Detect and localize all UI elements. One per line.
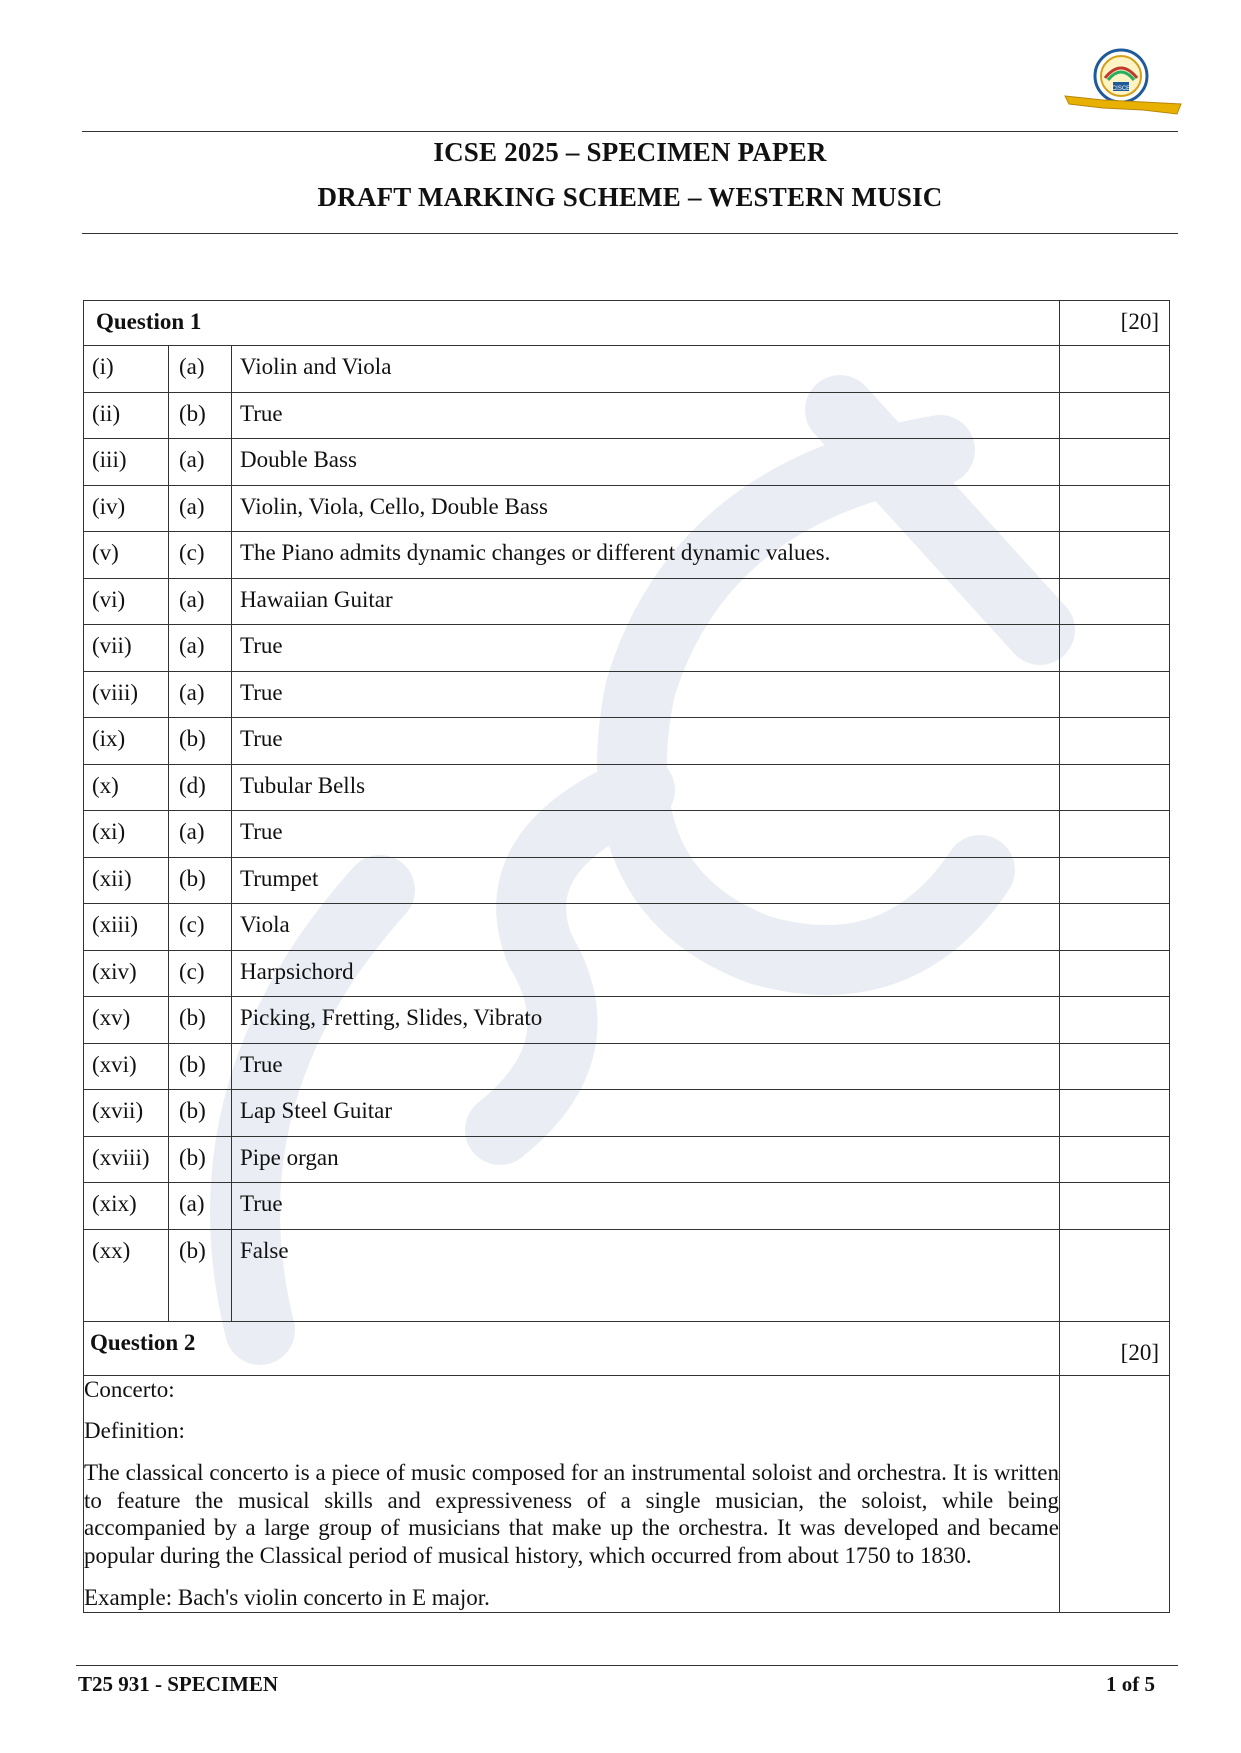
answer-text: True	[232, 718, 1060, 765]
answer-row	[84, 485, 1170, 532]
answer-text: True	[232, 625, 1060, 672]
marking-scheme-table	[83, 300, 1170, 1613]
paper-subtitle: DRAFT MARKING SCHEME – WESTERN MUSIC	[317, 182, 943, 212]
answer-text: Hawaiian Guitar	[232, 578, 1060, 625]
question2-title: Question 2	[84, 1321, 1060, 1375]
answer-number: (x)	[84, 764, 169, 811]
answer-text: Violin, Viola, Cello, Double Bass	[232, 485, 1060, 532]
answer-number: (xix)	[84, 1183, 169, 1230]
question2-definition-label: Definition:	[84, 1418, 185, 1444]
answer-row	[84, 950, 1170, 997]
answer-row	[84, 764, 1170, 811]
answer-row	[84, 718, 1170, 765]
answer-number: (i)	[84, 346, 169, 393]
answer-number: (xiii)	[84, 904, 169, 951]
answer-marks-cell	[1060, 997, 1170, 1044]
header-rule-bottom	[82, 233, 1178, 234]
answer-option: (b)	[169, 1136, 232, 1183]
question2-topic: Concerto:	[84, 1376, 175, 1402]
answer-marks-cell	[1060, 392, 1170, 439]
answer-marks-cell	[1060, 1043, 1170, 1090]
header-rule-top	[82, 131, 1178, 132]
answer-marks-cell	[1060, 857, 1170, 904]
answer-row	[84, 997, 1170, 1044]
answer-text: Lap Steel Guitar	[232, 1090, 1060, 1137]
answer-option: (a)	[169, 439, 232, 486]
answer-marks-cell	[1060, 439, 1170, 486]
question2-answer-row	[84, 1375, 1170, 1612]
answer-number: (xvi)	[84, 1043, 169, 1090]
answer-row	[84, 346, 1170, 393]
answer-row	[84, 578, 1170, 625]
question2-example: Example: Bach's violin concerto in E major.	[84, 1585, 490, 1610]
question2-marks: [20]	[1060, 1321, 1170, 1375]
cisce-logo	[1063, 44, 1183, 124]
answer-text: True	[232, 1183, 1060, 1230]
question2-header-row	[84, 1321, 1170, 1375]
answer-text: Picking, Fretting, Slides, Vibrato	[232, 997, 1060, 1044]
logo-text: CISCE	[1111, 86, 1131, 92]
answer-number: (xx)	[84, 1229, 169, 1321]
question1-title: Question 1	[84, 301, 1060, 346]
answer-text: Double Bass	[232, 439, 1060, 486]
answer-row	[84, 532, 1170, 579]
footer-rule	[76, 1665, 1178, 1666]
answer-text: Tubular Bells	[232, 764, 1060, 811]
answer-option: (a)	[169, 1183, 232, 1230]
answer-text: True	[232, 1043, 1060, 1090]
answer-number: (xv)	[84, 997, 169, 1044]
answer-option: (a)	[169, 346, 232, 393]
answer-marks-cell	[1060, 1183, 1170, 1230]
answer-option: (a)	[169, 578, 232, 625]
answer-row	[84, 1043, 1170, 1090]
answer-option: (b)	[169, 1229, 232, 1321]
answer-option: (b)	[169, 997, 232, 1044]
answer-number: (v)	[84, 532, 169, 579]
answer-marks-cell	[1060, 950, 1170, 997]
answer-number: (xviii)	[84, 1136, 169, 1183]
answer-marks-cell	[1060, 1136, 1170, 1183]
answer-option: (b)	[169, 1090, 232, 1137]
question1-header-row	[84, 301, 1170, 346]
answer-row	[84, 857, 1170, 904]
answer-option: (c)	[169, 532, 232, 579]
answer-marks-cell	[1060, 1090, 1170, 1137]
answer-number: (xvii)	[84, 1090, 169, 1137]
answer-option: (a)	[169, 671, 232, 718]
answer-marks-cell	[1060, 485, 1170, 532]
answer-text: True	[232, 811, 1060, 858]
answer-text: True	[232, 392, 1060, 439]
answer-row	[84, 904, 1170, 951]
answer-text: Pipe organ	[232, 1136, 1060, 1183]
answer-text: The Piano admits dynamic changes or different dynamic values.	[232, 532, 1060, 579]
answer-row	[84, 1229, 1170, 1321]
answer-row	[84, 811, 1170, 858]
answer-number: (iii)	[84, 439, 169, 486]
answer-row	[84, 1136, 1170, 1183]
answer-marks-cell	[1060, 764, 1170, 811]
answer-text: Harpsichord	[232, 950, 1060, 997]
question2-answer	[84, 1375, 1060, 1612]
answer-row	[84, 671, 1170, 718]
answer-row	[84, 439, 1170, 486]
paper-code: T25 931 - SPECIMEN	[78, 1672, 279, 1696]
answer-marks-cell	[1060, 671, 1170, 718]
answer-row	[84, 625, 1170, 672]
answer-row	[84, 1090, 1170, 1137]
page-number: 1 of 5	[1106, 1672, 1155, 1696]
answer-number: (xii)	[84, 857, 169, 904]
paper-title: ICSE 2025 – SPECIMEN PAPER	[433, 137, 827, 167]
answer-option: (c)	[169, 950, 232, 997]
answer-marks-cell	[1060, 904, 1170, 951]
answer-number: (xi)	[84, 811, 169, 858]
answer-marks-cell	[1060, 532, 1170, 579]
answer-number: (ii)	[84, 392, 169, 439]
answer-marks-cell	[1060, 625, 1170, 672]
answer-number: (xiv)	[84, 950, 169, 997]
answer-text: Violin and Viola	[232, 346, 1060, 393]
question1-marks: [20]	[1060, 301, 1170, 346]
answer-marks-cell	[1060, 578, 1170, 625]
answer-option: (d)	[169, 764, 232, 811]
answer-text: Trumpet	[232, 857, 1060, 904]
answer-option: (c)	[169, 904, 232, 951]
answer-option: (a)	[169, 485, 232, 532]
answer-row	[84, 1183, 1170, 1230]
answer-option: (a)	[169, 625, 232, 672]
answer-number: (viii)	[84, 671, 169, 718]
answer-number: (iv)	[84, 485, 169, 532]
answer-marks-cell	[1060, 718, 1170, 765]
answer-number: (vii)	[84, 625, 169, 672]
answer-text: Viola	[232, 904, 1060, 951]
answer-marks-cell	[1060, 1229, 1170, 1321]
answer-text: False	[232, 1229, 1060, 1321]
answer-text: True	[232, 671, 1060, 718]
question2-marks-cell	[1060, 1375, 1170, 1612]
answer-option: (b)	[169, 1043, 232, 1090]
answer-row	[84, 392, 1170, 439]
answer-marks-cell	[1060, 811, 1170, 858]
answer-option: (a)	[169, 811, 232, 858]
answer-number: (vi)	[84, 578, 169, 625]
question2-definition: The classical concerto is a piece of music composed for an instrumental soloist and orchestra. It is written to feature the musical skills and expressiveness of a single musician, the soloist, while being accompanied by a large group of musicians that make up the orchestra. It was developed and became popular during the Classical period of musical history, which occurred from about 1750 to 1830.	[84, 1459, 1059, 1569]
answer-marks-cell	[1060, 346, 1170, 393]
answer-option: (b)	[169, 392, 232, 439]
answer-option: (b)	[169, 718, 232, 765]
answer-option: (b)	[169, 857, 232, 904]
answer-number: (ix)	[84, 718, 169, 765]
